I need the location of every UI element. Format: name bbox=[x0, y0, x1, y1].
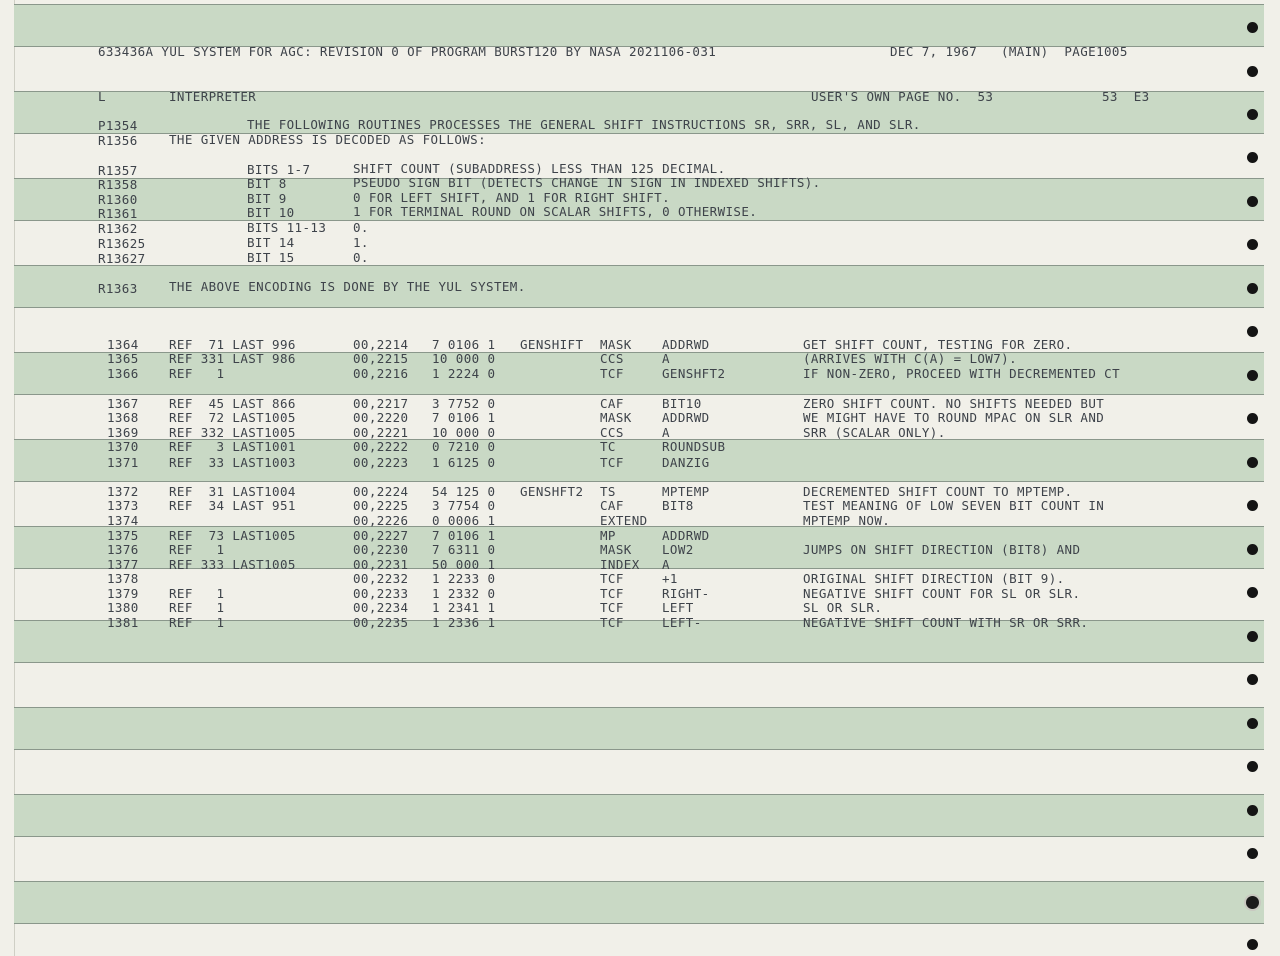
code-octal: 1 2224 0 bbox=[432, 366, 496, 381]
code-comment: NEGATIVE SHIFT COUNT FOR SL OR SLR. bbox=[803, 586, 1081, 601]
remark-seq: P1354 bbox=[98, 118, 138, 133]
code-octal: 1 2332 0 bbox=[432, 586, 496, 601]
feed-hole-icon bbox=[1247, 152, 1258, 163]
code-opcode: EXTEND bbox=[600, 513, 648, 528]
code-ref: REF 1 bbox=[169, 366, 225, 381]
code-comment: (ARRIVES WITH C(A) = LOW7). bbox=[803, 351, 1017, 366]
green-bar bbox=[14, 707, 1264, 750]
code-seq: 1367 bbox=[107, 396, 139, 411]
code-address: ADDRWD bbox=[662, 337, 710, 352]
code-octal: 54 125 0 bbox=[432, 484, 496, 499]
feed-hole-icon bbox=[1247, 457, 1258, 468]
encoding-note-text: THE ABOVE ENCODING IS DONE BY THE YUL SYSTEM. bbox=[169, 279, 526, 294]
code-seq: 1368 bbox=[107, 410, 139, 425]
feed-hole-icon bbox=[1247, 761, 1258, 772]
code-octal: 10 000 0 bbox=[432, 351, 496, 366]
feed-hole-icon bbox=[1247, 674, 1258, 685]
feed-hole-icon bbox=[1247, 326, 1258, 337]
code-opcode: CCS bbox=[600, 351, 624, 366]
bit-row-bits: BITS 11-13 bbox=[247, 220, 327, 235]
code-ref: REF 72 LAST1005 bbox=[169, 410, 296, 425]
code-location: 00,2214 bbox=[353, 337, 409, 352]
section-name: INTERPRETER bbox=[169, 89, 257, 104]
remark-text: THE GIVEN ADDRESS IS DECODED AS FOLLOWS: bbox=[169, 132, 487, 147]
code-comment: GET SHIFT COUNT, TESTING FOR ZERO. bbox=[803, 337, 1073, 352]
users-page-number: USER'S OWN PAGE NO. 53 bbox=[811, 89, 994, 104]
code-octal: 0 0006 1 bbox=[432, 513, 496, 528]
code-octal: 1 6125 0 bbox=[432, 455, 496, 470]
code-ref: REF 73 LAST1005 bbox=[169, 528, 296, 543]
code-address: BIT8 bbox=[662, 498, 694, 513]
feed-hole-icon bbox=[1247, 413, 1258, 424]
code-address: ROUNDSUB bbox=[662, 439, 726, 454]
code-location: 00,2220 bbox=[353, 410, 409, 425]
code-seq: 1366 bbox=[107, 366, 139, 381]
code-seq: 1375 bbox=[107, 528, 139, 543]
code-location: 00,2226 bbox=[353, 513, 409, 528]
code-seq: 1373 bbox=[107, 498, 139, 513]
bit-row-seq: R13625 bbox=[98, 236, 146, 251]
code-location: 00,2235 bbox=[353, 615, 409, 630]
code-comment: DECREMENTED SHIFT COUNT TO MPTEMP. bbox=[803, 484, 1073, 499]
code-ref: REF 332 LAST1005 bbox=[169, 425, 296, 440]
code-octal: 7 6311 0 bbox=[432, 542, 496, 557]
code-comment: TEST MEANING OF LOW SEVEN BIT COUNT IN bbox=[803, 498, 1105, 513]
code-opcode: TCF bbox=[600, 600, 624, 615]
code-seq: 1378 bbox=[107, 571, 139, 586]
code-seq: 1372 bbox=[107, 484, 139, 499]
feed-hole-icon bbox=[1247, 631, 1258, 642]
code-address: LEFT- bbox=[662, 615, 702, 630]
bit-row-bits: BIT 8 bbox=[247, 176, 287, 191]
code-address: RIGHT- bbox=[662, 586, 710, 601]
code-seq: 1379 bbox=[107, 586, 139, 601]
code-comment: WE MIGHT HAVE TO ROUND MPAC ON SLR AND bbox=[803, 410, 1105, 425]
code-opcode: TC bbox=[600, 439, 616, 454]
code-seq: 1377 bbox=[107, 557, 139, 572]
code-comment: SRR (SCALAR ONLY). bbox=[803, 425, 946, 440]
bit-row-bits: BIT 14 bbox=[247, 235, 295, 250]
code-comment: ORIGINAL SHIFT DIRECTION (BIT 9). bbox=[803, 571, 1065, 586]
code-opcode: CCS bbox=[600, 425, 624, 440]
code-comment: NEGATIVE SHIFT COUNT WITH SR OR SRR. bbox=[803, 615, 1089, 630]
code-opcode: MP bbox=[600, 528, 616, 543]
code-label: GENSHIFT bbox=[520, 337, 584, 352]
feed-hole-icon bbox=[1247, 544, 1258, 555]
code-opcode: TCF bbox=[600, 366, 624, 381]
bit-row-seq: R1362 bbox=[98, 221, 138, 236]
code-address: A bbox=[662, 351, 670, 366]
code-ref: REF 1 bbox=[169, 542, 225, 557]
bit-row-seq: R1357 bbox=[98, 163, 138, 178]
code-opcode: MASK bbox=[600, 410, 632, 425]
code-ref: REF 3 LAST1001 bbox=[169, 439, 296, 454]
code-seq: 1364 bbox=[107, 337, 139, 352]
feed-hole-icon bbox=[1247, 370, 1258, 381]
code-location: 00,2221 bbox=[353, 425, 409, 440]
code-comment: SL OR SLR. bbox=[803, 600, 883, 615]
code-opcode: MASK bbox=[600, 337, 632, 352]
bit-row-desc: 0 FOR LEFT SHIFT, AND 1 FOR RIGHT SHIFT. bbox=[353, 190, 671, 205]
page-reference: 53 E3 bbox=[1102, 89, 1150, 104]
code-seq: 1370 bbox=[107, 439, 139, 454]
code-seq: 1380 bbox=[107, 600, 139, 615]
code-opcode: TCF bbox=[600, 615, 624, 630]
code-seq: 1376 bbox=[107, 542, 139, 557]
green-bar bbox=[14, 881, 1264, 924]
bit-row-desc: 0. bbox=[353, 250, 369, 265]
code-octal: 7 0106 1 bbox=[432, 410, 496, 425]
code-location: 00,2227 bbox=[353, 528, 409, 543]
code-ref: REF 34 LAST 951 bbox=[169, 498, 296, 513]
code-location: 00,2222 bbox=[353, 439, 409, 454]
code-octal: 50 000 1 bbox=[432, 557, 496, 572]
code-seq: 1371 bbox=[107, 455, 139, 470]
code-address: LOW2 bbox=[662, 542, 694, 557]
code-ref: REF 1 bbox=[169, 600, 225, 615]
remark-text: THE FOLLOWING ROUTINES PROCESSES THE GENERAL SHIFT INSTRUCTIONS SR, SRR, SL, AND SLR. bbox=[247, 117, 921, 132]
code-ref: REF 45 LAST 866 bbox=[169, 396, 296, 411]
code-opcode: TCF bbox=[600, 455, 624, 470]
feed-hole-icon bbox=[1247, 500, 1258, 511]
bit-row-seq: R1358 bbox=[98, 177, 138, 192]
bit-row-bits: BIT 15 bbox=[247, 250, 295, 265]
feed-hole-icon bbox=[1247, 239, 1258, 250]
code-octal: 3 7754 0 bbox=[432, 498, 496, 513]
code-address: LEFT bbox=[662, 600, 694, 615]
code-location: 00,2224 bbox=[353, 484, 409, 499]
code-comment: ZERO SHIFT COUNT. NO SHIFTS NEEDED BUT bbox=[803, 396, 1105, 411]
code-opcode: CAF bbox=[600, 396, 624, 411]
code-ref: REF 333 LAST1005 bbox=[169, 557, 296, 572]
green-bar bbox=[14, 4, 1264, 47]
code-address: DANZIG bbox=[662, 455, 710, 470]
code-location: 00,2233 bbox=[353, 586, 409, 601]
code-address: MPTEMP bbox=[662, 484, 710, 499]
code-location: 00,2216 bbox=[353, 366, 409, 381]
code-address: ADDRWD bbox=[662, 410, 710, 425]
code-seq: 1365 bbox=[107, 351, 139, 366]
code-opcode: INDEX bbox=[600, 557, 640, 572]
code-ref: REF 1 bbox=[169, 615, 225, 630]
code-opcode: TS bbox=[600, 484, 616, 499]
feed-hole-icon bbox=[1247, 805, 1258, 816]
code-address: A bbox=[662, 557, 670, 572]
green-bar bbox=[14, 794, 1264, 837]
code-location: 00,2223 bbox=[353, 455, 409, 470]
code-opcode: TCF bbox=[600, 586, 624, 601]
code-address: A bbox=[662, 425, 670, 440]
bit-row-seq: R13627 bbox=[98, 251, 146, 266]
code-octal: 7 0106 1 bbox=[432, 528, 496, 543]
code-address: BIT10 bbox=[662, 396, 702, 411]
code-location: 00,2215 bbox=[353, 351, 409, 366]
bit-row-desc: 1. bbox=[353, 235, 369, 250]
code-seq: 1369 bbox=[107, 425, 139, 440]
feed-hole-icon bbox=[1247, 109, 1258, 120]
code-ref: REF 331 LAST 986 bbox=[169, 351, 296, 366]
feed-hole-icon bbox=[1246, 896, 1259, 909]
feed-hole-icon bbox=[1247, 718, 1258, 729]
code-octal: 1 2336 1 bbox=[432, 615, 496, 630]
code-location: 00,2230 bbox=[353, 542, 409, 557]
code-octal: 7 0106 1 bbox=[432, 337, 496, 352]
code-octal: 10 000 0 bbox=[432, 425, 496, 440]
feed-hole-icon bbox=[1247, 939, 1258, 950]
code-octal: 3 7752 0 bbox=[432, 396, 496, 411]
feed-hole-icon bbox=[1247, 196, 1258, 207]
code-seq: 1374 bbox=[107, 513, 139, 528]
feed-hole-icon bbox=[1247, 22, 1258, 33]
bit-row-seq: R1360 bbox=[98, 192, 138, 207]
encoding-note-seq: R1363 bbox=[98, 281, 138, 296]
header-title: 633436A YUL SYSTEM FOR AGC: REVISION 0 OF PROGRAM BURST120 BY NASA 2021106-031 bbox=[98, 44, 717, 59]
code-label: GENSHFT2 bbox=[520, 484, 584, 499]
code-location: 00,2225 bbox=[353, 498, 409, 513]
bit-row-desc: SHIFT COUNT (SUBADDRESS) LESS THAN 125 DECIMAL. bbox=[353, 161, 726, 176]
bit-row-seq: R1361 bbox=[98, 206, 138, 221]
bit-row-bits: BITS 1-7 bbox=[247, 162, 311, 177]
code-opcode: CAF bbox=[600, 498, 624, 513]
code-address: GENSHFT2 bbox=[662, 366, 726, 381]
bit-row-desc: 0. bbox=[353, 220, 369, 235]
code-location: 00,2232 bbox=[353, 571, 409, 586]
bit-row-bits: BIT 10 bbox=[247, 205, 295, 220]
code-ref: REF 1 bbox=[169, 586, 225, 601]
bit-row-desc: 1 FOR TERMINAL ROUND ON SCALAR SHIFTS, 0 OTHERWISE. bbox=[353, 204, 758, 219]
section-code: L bbox=[98, 89, 106, 104]
code-octal: 1 2341 1 bbox=[432, 600, 496, 615]
code-address: +1 bbox=[662, 571, 678, 586]
feed-hole-icon bbox=[1247, 283, 1258, 294]
code-location: 00,2217 bbox=[353, 396, 409, 411]
code-comment: MPTEMP NOW. bbox=[803, 513, 891, 528]
bit-row-bits: BIT 9 bbox=[247, 191, 287, 206]
code-octal: 0 7210 0 bbox=[432, 439, 496, 454]
bit-row-desc: PSEUDO SIGN BIT (DETECTS CHANGE IN SIGN IN INDEXED SHIFTS). bbox=[353, 175, 821, 190]
code-comment: JUMPS ON SHIFT DIRECTION (BIT8) AND bbox=[803, 542, 1081, 557]
code-location: 00,2234 bbox=[353, 600, 409, 615]
code-comment: IF NON-ZERO, PROCEED WITH DECREMENTED CT bbox=[803, 366, 1121, 381]
code-opcode: MASK bbox=[600, 542, 632, 557]
code-octal: 1 2233 0 bbox=[432, 571, 496, 586]
remark-seq: R1356 bbox=[98, 133, 138, 148]
header-date-page: DEC 7, 1967 (MAIN) PAGE1005 bbox=[890, 44, 1128, 59]
code-opcode: TCF bbox=[600, 571, 624, 586]
code-ref: REF 71 LAST 996 bbox=[169, 337, 296, 352]
code-ref: REF 33 LAST1003 bbox=[169, 455, 296, 470]
feed-hole-icon bbox=[1247, 848, 1258, 859]
code-location: 00,2231 bbox=[353, 557, 409, 572]
feed-hole-icon bbox=[1247, 66, 1258, 77]
code-seq: 1381 bbox=[107, 615, 139, 630]
feed-hole-icon bbox=[1247, 587, 1258, 598]
code-ref: REF 31 LAST1004 bbox=[169, 484, 296, 499]
code-address: ADDRWD bbox=[662, 528, 710, 543]
